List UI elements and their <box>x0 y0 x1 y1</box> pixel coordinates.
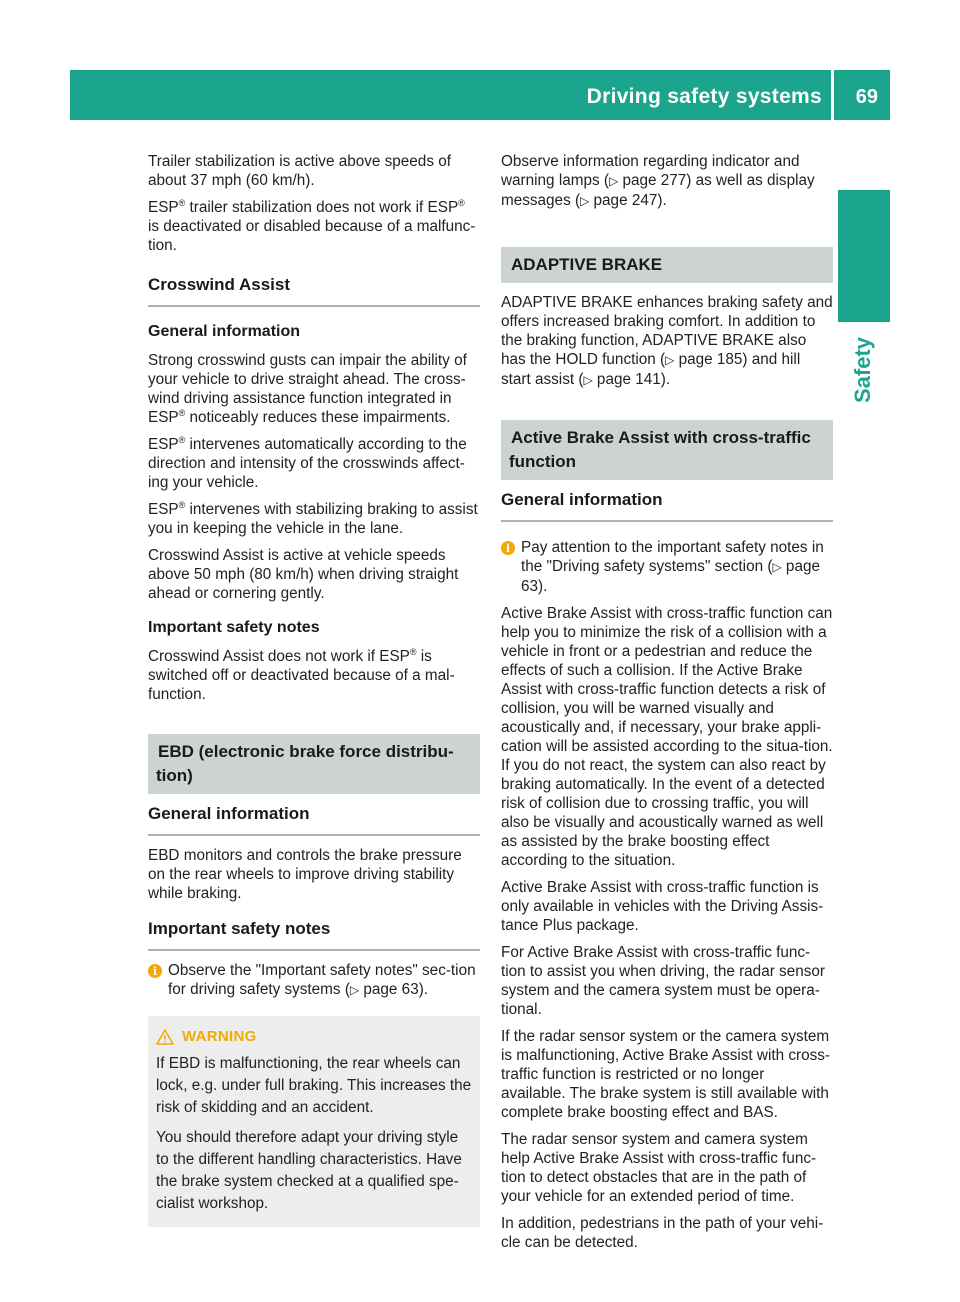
paragraph: If the radar sensor system or the camera system is malfunctioning, Active Brake Assist with cross-traffic function is restricted or no longer available. The brake system is still available with complete brake boosting effect and BAS. <box>501 1028 831 1121</box>
header-divider <box>831 70 834 120</box>
paragraph: Observe information regarding indicator and warning lamps (▷ page 277) as well as display messages (▷ page 247). <box>501 153 815 209</box>
warning-header <box>156 1028 472 1045</box>
paragraph: For Active Brake Assist with cross-traffic func-tion to assist you when driving, the radar sensor system and the camera system must be opera-tional. <box>501 944 825 1018</box>
page-title: Driving safety systems <box>586 85 822 108</box>
chapter-tab-label: Safety <box>850 336 875 404</box>
info-text: Pay attention to the important safety notes in the "Driving safety systems" section (▷ page 63). <box>521 539 824 595</box>
chapter-heading-ebd: EBD (electronic brake force distribu-tion) <box>148 734 480 794</box>
page-reference-arrow: ▷ <box>583 373 593 387</box>
chapter-heading-adaptive-brake: ADAPTIVE BRAKE <box>501 247 833 283</box>
page-reference-arrow: ▷ <box>580 194 590 208</box>
info-note <box>148 961 480 1000</box>
paragraph: Active Brake Assist with cross-traffic function is only available in vehicles with the Driving Assis-tance Plus package. <box>501 879 824 934</box>
paragraph: Crosswind Assist does not work if ESP® is switched off or deactivated because of a mal-function. <box>148 647 455 703</box>
paragraph: Crosswind Assist is active at vehicle speeds above 50 mph (80 km/h) when driving straight ahead or cornering gently. <box>148 547 459 602</box>
warning-title: WARNING <box>182 1028 257 1045</box>
right-column <box>501 152 833 1260</box>
paragraph: Strong crosswind gusts can impair the ability of your vehicle to drive straight ahead. The cross-wind driving assistance function integrated in ESP® noticeably reduces these impairments. <box>148 352 467 426</box>
paragraph: The radar sensor system and camera system help Active Brake Assist with cross-traffic func-tion to detect obstacles that are in the path of your vehicle for an extended period of time. <box>501 1131 817 1205</box>
info-icon: i <box>501 541 515 555</box>
paragraph: ESP® intervenes automatically according to the direction and intensity of the crosswinds affect-ing your vehicle. <box>148 435 467 491</box>
section-heading-crosswind: Crosswind Assist <box>148 275 480 307</box>
warning-text: If EBD is malfunctioning, the rear wheels can lock, e.g. under full braking. This increases the risk of skidding and an accident. <box>156 1055 472 1116</box>
chapter-heading-active-brake-assist: Active Brake Assist with cross-traffic function <box>501 420 833 480</box>
section-heading-ebd-safety: Important safety notes <box>148 919 480 951</box>
page-header <box>70 70 890 120</box>
chapter-tab <box>838 190 890 322</box>
section-heading-aba-general: General information <box>501 490 833 522</box>
page-reference-arrow: ▷ <box>665 353 675 367</box>
paragraph: Active Brake Assist with cross-traffic function can help you to minimize the risk of a collision with a vehicle in front or a pedestrian and reduce the effects of such a collision. If the Active Brake Assist with cross-traffic function detects a risk of collision, you will be warned visually and acoustically and, if necessary, your brake appli-cation will be assisted according to the situa-tion. If you do not react, the system can also react by braking automatically. In the event of a detected risk of collision due to crossing traffic, you will also be visually and acoustically warned as well as assisted by the brake boosting effect according to the situation. <box>501 605 833 869</box>
info-note <box>501 538 833 596</box>
info-text: Observe the "Important safety notes" sec-tion for driving safety systems (▷ page 63). <box>168 962 476 998</box>
paragraph: EBD monitors and controls the brake pressure on the rear wheels to improve driving stability while braking. <box>148 847 462 902</box>
page-number: 69 <box>855 86 878 108</box>
page-reference-arrow: ▷ <box>772 560 782 574</box>
page-reference-arrow: ▷ <box>349 983 360 997</box>
section-heading-ebd-general: General information <box>148 804 480 836</box>
paragraph: In addition, pedestrians in the path of your vehi-cle can be detected. <box>501 1215 824 1251</box>
paragraph: ESP® intervenes with stabilizing braking to assist you in keeping the vehicle in the lane. <box>148 500 478 537</box>
paragraph: ADAPTIVE BRAKE enhances braking safety and offers increased braking comfort. In addition to the braking function, ADAPTIVE BRAKE also has the HOLD function (▷ page 185) and hill start assist (▷ page 141). <box>501 294 833 388</box>
page-reference-arrow: ▷ <box>608 174 619 188</box>
paragraph: Trailer stabilization is active above speeds of about 37 mph (60 km/h). <box>148 153 451 189</box>
info-icon: i <box>148 964 162 978</box>
warning-box <box>148 1016 480 1227</box>
warning-text: You should therefore adapt your driving style to the different handling characteristics. Have the brake system checked at a qualified spe-cialist workshop. <box>156 1129 462 1212</box>
warning-triangle-icon <box>156 1029 174 1045</box>
subheading-safety-notes: Important safety notes <box>148 619 320 636</box>
subheading-general-info: General information <box>148 323 301 340</box>
paragraph: ESP® trailer stabilization does not work if ESP® is deactivated or disabled because of a malfunc-tion. <box>148 198 476 254</box>
left-column <box>148 152 480 1227</box>
